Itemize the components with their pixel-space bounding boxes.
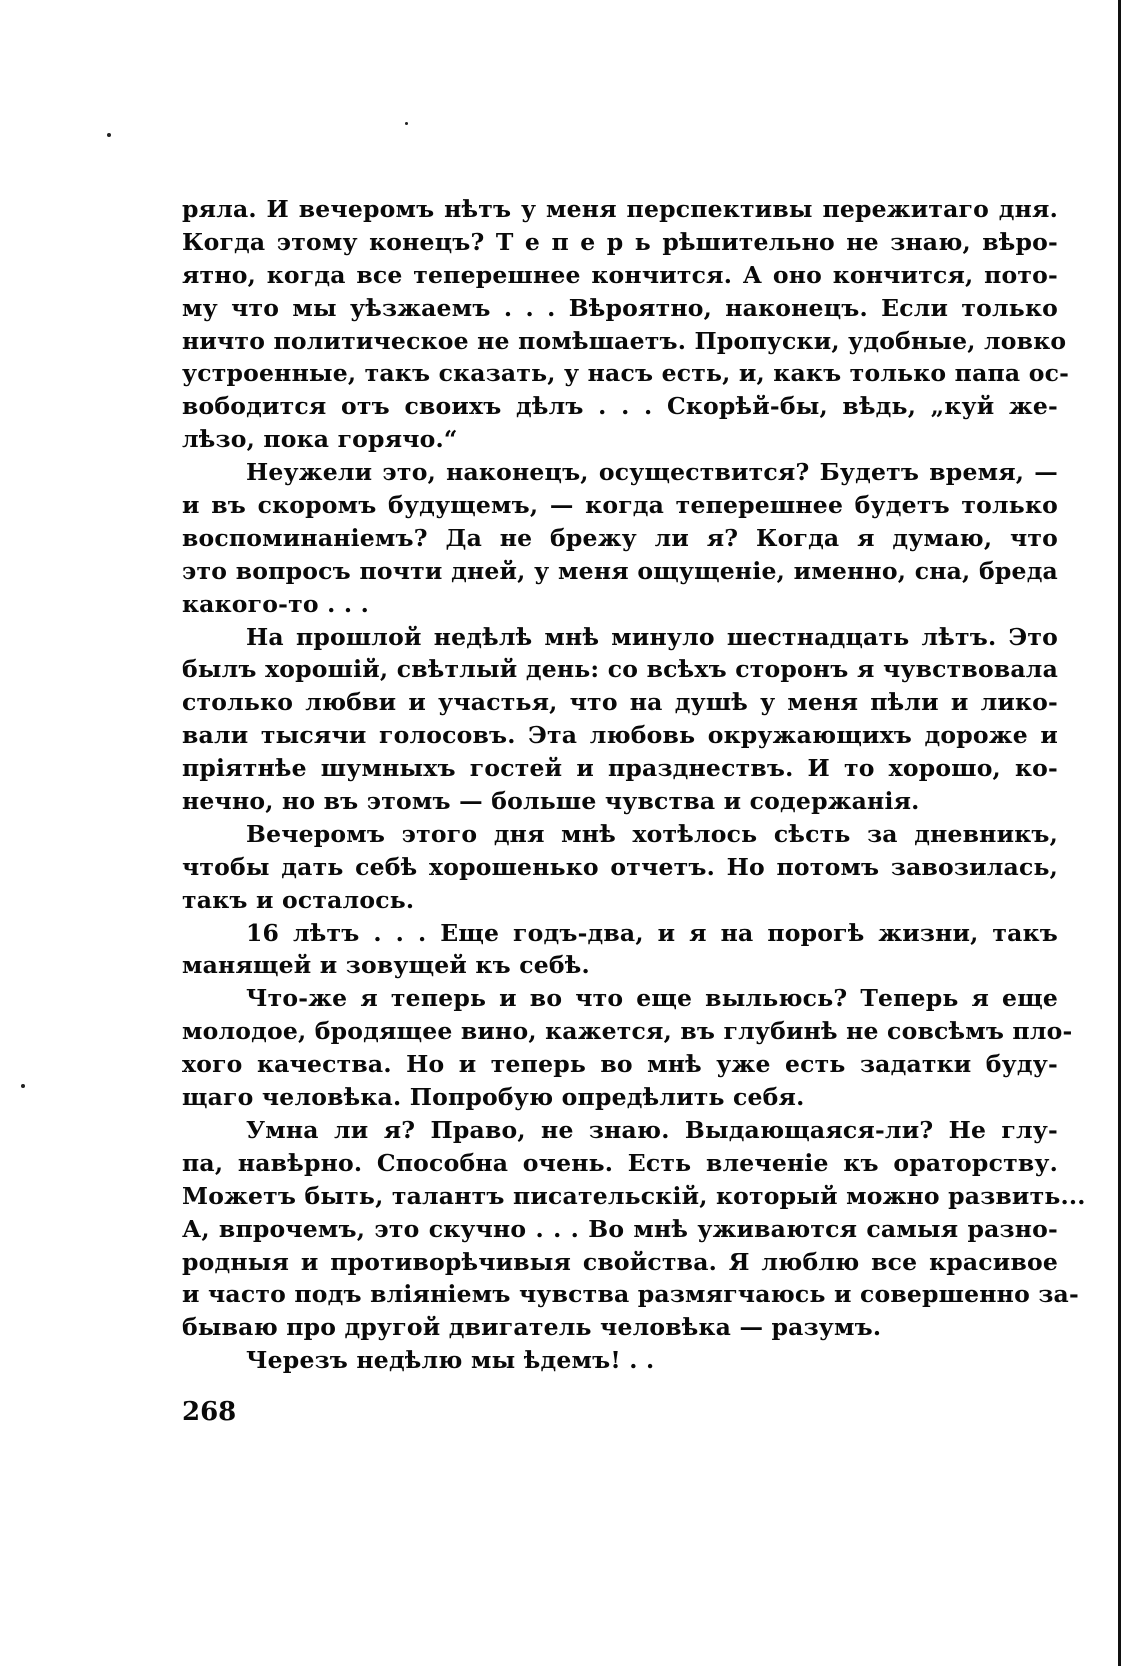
text-line: вали тысячи голосовъ. Эта любовь окружающихъ дороже и [182, 721, 1058, 750]
paragraph-first-line: На прошлой недѣлѣ мнѣ минуло шестнадцать лѣтъ. Это [246, 622, 1058, 651]
scan-speck [21, 1084, 25, 1088]
text-line: Когда этому конецъ? Т е п е р ь рѣшительно не знаю, вѣро- [182, 227, 1058, 256]
text-line: это вопросъ почти дней, у меня ощущеніе, именно, сна, бреда [182, 556, 1058, 585]
text-line: ничто политическое не помѣшаетъ. Пропуски, удобные, ловко [182, 326, 1067, 355]
text-line: лѣзо, пока горячо.“ [182, 425, 458, 454]
text-line: па, навѣрно. Способна очень. Есть влеченіе къ ораторству. [182, 1148, 1058, 1177]
text-line: Можетъ быть, талантъ писательскій, который можно развить... [182, 1181, 1086, 1210]
text-line: такъ и осталось. [182, 885, 415, 914]
paragraph-first-line: Неужели это, наконецъ, осуществится? Будетъ время, — [246, 458, 1058, 487]
paragraph-first-line: Вечеромъ этого дня мнѣ хотѣлось сѣсть за дневникъ, [246, 819, 1058, 848]
text-line: щаго человѣка. Попробую опредѣлить себя. [182, 1083, 805, 1112]
text-line: бываю про другой двигатель человѣка — разумъ. [182, 1313, 882, 1342]
text-line: столько любви и участья, что на душѣ у меня пѣли и лико- [182, 688, 1058, 717]
text-line: хого качества. Но и теперь во мнѣ уже есть задатки буду- [182, 1050, 1058, 1079]
text-line: родныя и противорѣчивыя свойства. Я люблю все красивое [182, 1247, 1058, 1276]
paragraph-first-line: Умна ли я? Право, не знаю. Выдающаяся-ли? Не глу- [246, 1115, 1058, 1144]
paragraph-first-line: 16 лѣтъ . . . Еще годъ-два, и я на порогѣ жизни, такъ [246, 918, 1058, 947]
text-line: ятно, когда все теперешнее кончится. А оно кончится, пото- [182, 260, 1058, 289]
text-line: и въ скоромъ будущемъ, — когда теперешнее будетъ только [182, 491, 1058, 520]
text-line: воспоминаніемъ? Да не брежу ли я? Когда я думаю, что [182, 523, 1058, 552]
text-line: ряла. И вечеромъ нѣтъ у меня перспективы пережитаго дня. [182, 195, 1058, 223]
text-line: нечно, но въ этомъ — больше чувства и содержанія. [182, 787, 920, 816]
text-line: чтобы дать себѣ хорошенько отчетъ. Но потомъ завозилась, [182, 852, 1058, 881]
text-line: молодое, бродящее вино, кажется, въ глубинѣ не совсѣмъ пло- [182, 1017, 1073, 1046]
text-line: А, впрочемъ, это скучно . . . Во мнѣ уживаются самыя разно- [182, 1214, 1058, 1243]
text-line: му что мы уѣзжаемъ . . . Вѣроятно, наконецъ. Если только [182, 293, 1058, 322]
text-line: былъ хорошій, свѣтлый день: со всѣхъ сторонъ я чувствовала [182, 655, 1058, 684]
scan-speck [405, 122, 408, 125]
paragraph-first-line: Что-же я теперь и во что еще выльюсь? Теперь я еще [246, 984, 1058, 1013]
text-line: пріятнѣе шумныхъ гостей и празднествъ. И то хорошо, ко- [182, 754, 1058, 783]
text-line: вободится отъ своихъ дѣлъ . . . Скорѣй-бы, вѣдь, „куй же- [182, 392, 1058, 421]
page-edge-line [1118, 0, 1121, 1666]
page-number: 268 [182, 1397, 237, 1427]
paragraph-first-line: Черезъ недѣлю мы ѣдемъ! . . [246, 1346, 655, 1375]
text-line: какого-то . . . [182, 589, 369, 618]
text-line: устроенные, такъ сказать, у насъ есть, и, какъ только папа ос- [182, 359, 1070, 388]
text-line: и часто подъ вліяніемъ чувства размягчаюсь и совершенно за- [182, 1280, 1079, 1309]
scan-speck [107, 133, 111, 137]
body-text [182, 193, 1086, 1377]
text-line: манящей и зовущей къ себѣ. [182, 951, 590, 980]
